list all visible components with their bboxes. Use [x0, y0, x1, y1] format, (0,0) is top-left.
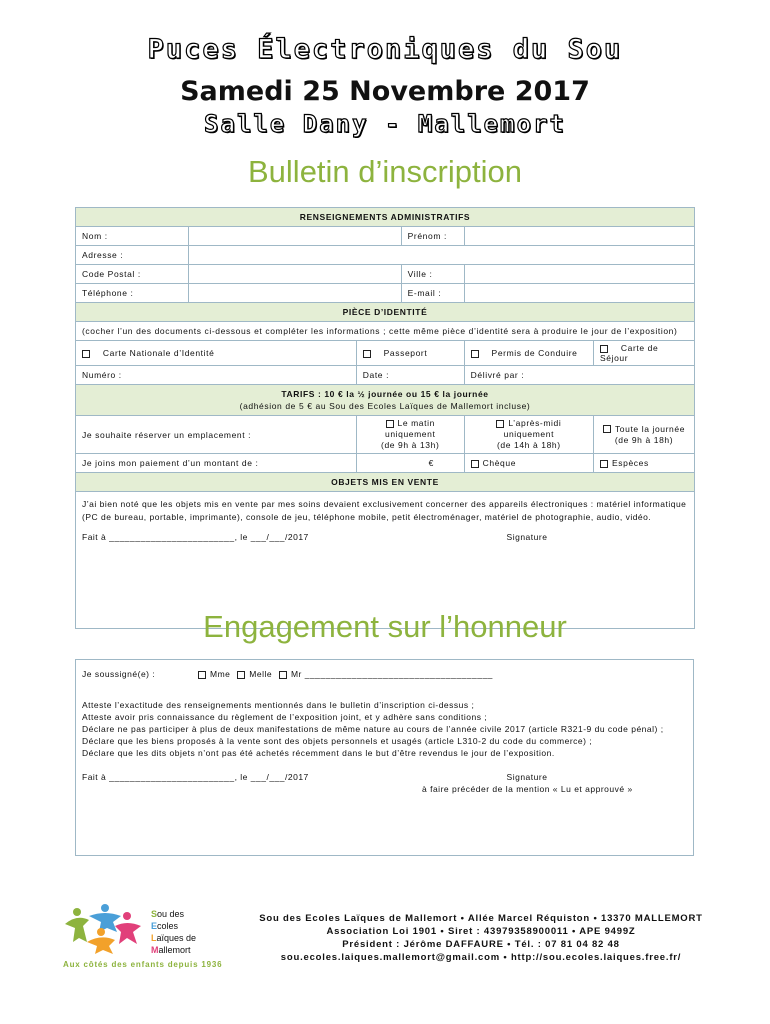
checkbox-icon[interactable]	[279, 671, 287, 679]
option-label: Espèces	[612, 458, 649, 468]
prenom-field[interactable]	[464, 227, 694, 246]
option-hours: (de 14h à 18h)	[496, 440, 561, 450]
checkbox-icon[interactable]	[496, 420, 504, 428]
option-hours: (de 9h à 13h)	[381, 440, 440, 450]
code-postal-field[interactable]	[189, 265, 402, 284]
checkbox-icon[interactable]	[198, 671, 206, 679]
checkbox-icon[interactable]	[600, 345, 608, 353]
id-option-permis[interactable]	[464, 341, 593, 366]
telephone-label: Téléphone :	[76, 284, 189, 303]
objets-section-header: OBJETS MIS EN VENTE	[76, 473, 695, 492]
fait-a-line[interactable]: Fait à ________________________, le ___/___/2017	[82, 532, 309, 542]
montant-field[interactable]	[356, 454, 464, 473]
civ-melle-label: Melle	[249, 669, 273, 679]
numero-field[interactable]	[76, 366, 357, 385]
statement-line: Atteste avoir pris connaissance du règlement de l’exposition joint, et y adhère sans conditions ;	[82, 712, 488, 722]
option-label: L’après-midi uniquement	[503, 418, 562, 439]
civilite-options	[198, 668, 493, 681]
checkbox-icon[interactable]	[603, 425, 611, 433]
option-hours: (de 9h à 18h)	[614, 434, 674, 445]
checkbox-icon[interactable]	[386, 420, 394, 428]
ville-label: Ville :	[401, 265, 464, 284]
admin-section-header: RENSEIGNEMENTS ADMINISTRATIFS	[76, 208, 695, 227]
option-label: Toute la journée	[614, 423, 686, 434]
engagement-statements	[82, 699, 687, 759]
signature-label: Signature	[506, 532, 548, 542]
id-option-label: Permis de Conduire	[491, 348, 578, 358]
paiement-cheque[interactable]	[464, 454, 593, 473]
checkbox-icon[interactable]	[600, 460, 608, 468]
logo-word: Sou des	[151, 909, 185, 919]
code-postal-label: Code Postal :	[76, 265, 189, 284]
euro-symbol: €	[428, 458, 434, 468]
statement-line: Déclare que les dits objets n’ont pas été achetés récemment dans le but d’être revendus le jour de l’exposition.	[82, 748, 555, 758]
footer-registration: Association Loi 1901 • Siret : 43979358900011 • APE 9499Z	[326, 926, 636, 937]
nom-field[interactable]	[189, 227, 402, 246]
checkbox-icon[interactable]	[471, 460, 479, 468]
signature-label: Signature	[506, 772, 548, 782]
logo-word: Laïques de	[151, 933, 197, 943]
email-label: E-mail :	[401, 284, 464, 303]
logo-word: Mallemort	[151, 945, 191, 955]
prenom-label: Prénom :	[401, 227, 464, 246]
bulletin-form	[75, 207, 695, 629]
emplacement-apresmidi[interactable]	[464, 416, 593, 454]
statement-line: Déclare ne pas participer à plus de deux manifestations de même nature au cours de l’année civile 2017 (article R321-9 du code pénal) ;	[82, 724, 664, 734]
date-label: Date :	[362, 370, 390, 380]
paiement-label: Je joins mon paiement d’un montant de :	[76, 454, 357, 473]
id-section-header: PIÈCE D’IDENTITÉ	[76, 303, 695, 322]
children-figures-icon	[63, 902, 153, 954]
adresse-label: Adresse :	[76, 246, 189, 265]
bulletin-title: Bulletin d’inscription	[248, 154, 522, 189]
event-location: Salle Dany - Mallemort	[204, 110, 566, 138]
footer-contact[interactable]: sou.ecoles.laiques.mallemort@gmail.com • http://sou.ecoles.laiques.free.fr/	[280, 952, 682, 963]
checkbox-icon[interactable]	[471, 350, 479, 358]
logo-words	[151, 908, 196, 956]
emplacement-journee[interactable]	[594, 416, 695, 454]
civ-mr-label[interactable]: Mr ____________________________________	[290, 669, 493, 679]
soussigne-label: Je soussigné(e) :	[82, 669, 156, 679]
adresse-field[interactable]	[189, 246, 695, 265]
id-option-label: Carte Nationale d’Identité	[102, 348, 215, 358]
delivre-field[interactable]	[464, 366, 694, 385]
tarifs-title: TARIFS : 10 € la ½ journée ou 15 € la journée	[281, 389, 489, 399]
footer-president: Président : Jérôme DAFFAURE • Tél. : 07 81 04 82 48	[342, 939, 620, 950]
delivre-label: Délivré par :	[470, 370, 525, 380]
event-title: Puces Électroniques du Sou	[147, 34, 623, 65]
id-option-sejour[interactable]	[594, 341, 695, 366]
email-field[interactable]	[464, 284, 694, 303]
id-option-passeport[interactable]	[356, 341, 464, 366]
id-option-cni[interactable]	[76, 341, 357, 366]
objets-text: J’ai bien noté que les objets mis en vente par mes soins devaient exclusivement concerner des appareils électroniques : matériel informatique (PC de bureau, portable, imprimante), console de jeu, téléphone mobile, petit électroménager, matériel de photographie, audio, vidéo.	[82, 499, 687, 522]
event-date: Samedi 25 Novembre 2017	[180, 76, 590, 107]
telephone-field[interactable]	[189, 284, 402, 303]
logo-word: Ecoles	[151, 921, 179, 931]
objets-block	[76, 492, 695, 629]
tarifs-subtitle: (adhésion de 5 € au Sou des Ecoles Laïques de Mallemort incluse)	[239, 401, 531, 411]
association-logo	[63, 902, 233, 972]
checkbox-icon[interactable]	[363, 350, 371, 358]
checkbox-icon[interactable]	[82, 350, 90, 358]
fait-a-line[interactable]: Fait à ________________________, le ___/___/2017	[82, 772, 309, 782]
footer	[250, 912, 712, 964]
footer-address: Sou des Ecoles Laïques de Mallemort • Allée Marcel Réquiston • 13370 MALLEMORT	[259, 913, 703, 924]
statement-line: Déclare que les biens proposés à la vente sont des objets personnels et usagés (article L310-2 du code du commerce) ;	[82, 736, 593, 746]
emplacement-label: Je souhaite réserver un emplacement :	[76, 416, 357, 454]
id-option-label: Carte de Séjour	[600, 343, 659, 363]
id-instructions: (cocher l’un des documents ci-dessous et compléter les informations ; cette même pièce d’identité sera à produire le jour de l’exposition)	[76, 322, 695, 341]
date-field[interactable]	[356, 366, 464, 385]
paiement-especes[interactable]	[594, 454, 695, 473]
engagement-box	[75, 659, 694, 856]
ville-field[interactable]	[464, 265, 694, 284]
tarifs-header	[76, 385, 695, 416]
civ-mme-label: Mme	[210, 669, 231, 679]
signature-block	[422, 771, 633, 795]
statement-line: Atteste l’exactitude des renseignements mentionnés dans le bulletin d’inscription ci-dessus ;	[82, 700, 475, 710]
option-label: Chèque	[482, 458, 517, 468]
id-option-label: Passeport	[383, 348, 428, 358]
option-label: Le matin uniquement	[385, 418, 436, 439]
signature-note: à faire précéder de la mention « Lu et approuvé »	[422, 784, 633, 794]
numero-label: Numéro :	[82, 370, 122, 380]
engagement-title: Engagement sur l’honneur	[203, 609, 567, 644]
checkbox-icon[interactable]	[237, 671, 245, 679]
logo-tagline: Aux côtés des enfants depuis 1936	[63, 960, 223, 969]
nom-label: Nom :	[76, 227, 189, 246]
emplacement-matin[interactable]	[356, 416, 464, 454]
